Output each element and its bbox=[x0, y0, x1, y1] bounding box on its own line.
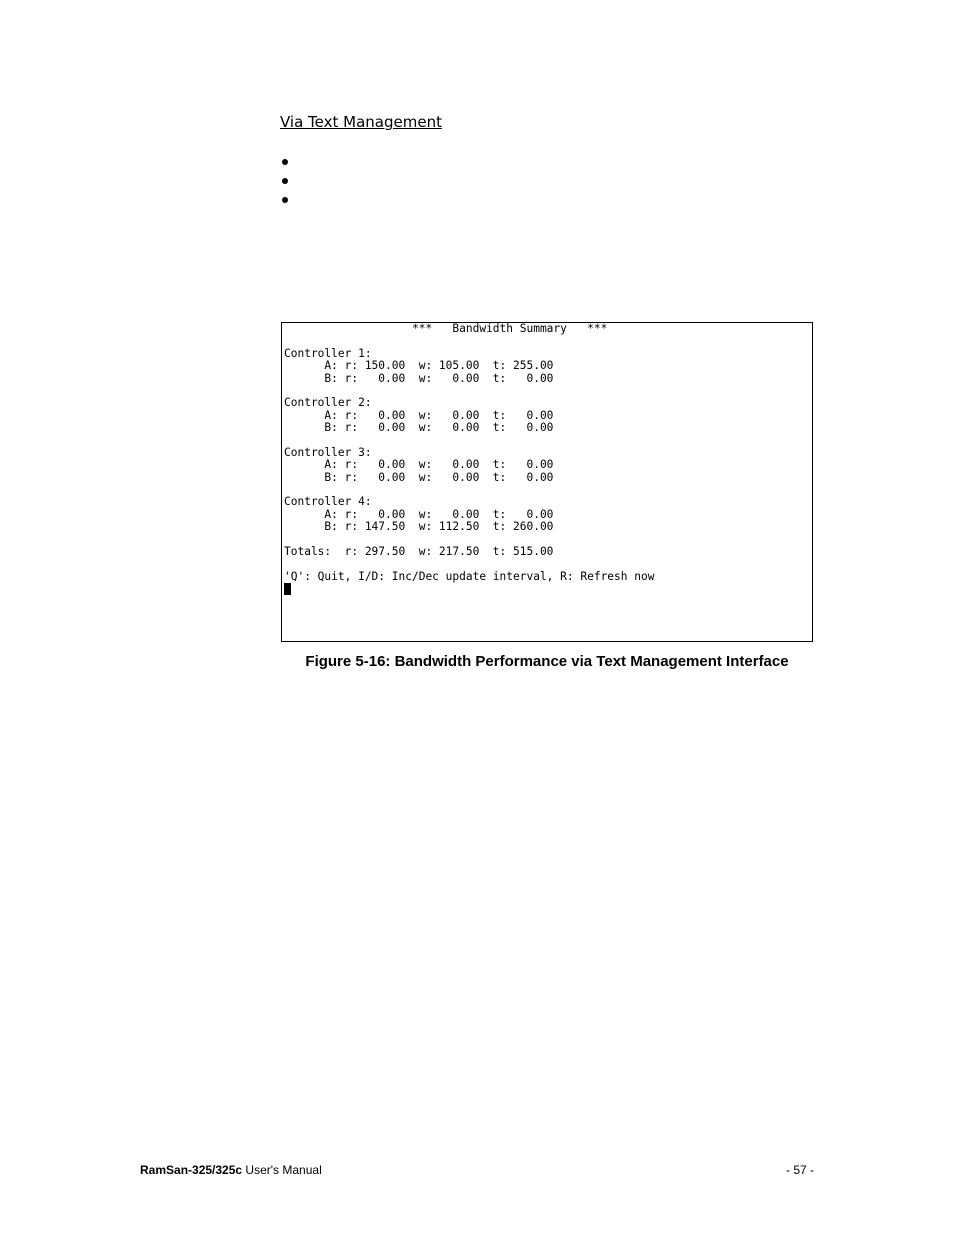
bullet-icon bbox=[282, 197, 288, 203]
footer-manual-label: User's Manual bbox=[242, 1163, 322, 1177]
terminal-line: 'Q': Quit, I/D: Inc/Dec update interval, R: Refresh now bbox=[284, 569, 655, 583]
terminal-line: Controller 4: bbox=[284, 495, 372, 509]
terminal-output bbox=[282, 323, 812, 583]
terminal-line: B: r: 0.00 w: 0.00 t: 0.00 bbox=[284, 371, 554, 385]
bullet-icon bbox=[282, 159, 288, 165]
terminal-line: Controller 2: bbox=[284, 396, 372, 410]
terminal-screenshot bbox=[281, 322, 813, 642]
terminal-line bbox=[284, 335, 812, 347]
footer-brand: RamSan-325/325c bbox=[140, 1163, 243, 1177]
footer-manual-title bbox=[140, 1163, 322, 1177]
terminal-line: *** Bandwidth Summary *** bbox=[284, 322, 608, 335]
bullet-list bbox=[280, 152, 780, 209]
terminal-line: A: r: 0.00 w: 0.00 t: 0.00 bbox=[284, 408, 554, 422]
section-heading: Via Text Management bbox=[280, 113, 442, 131]
terminal-line: B: r: 0.00 w: 0.00 t: 0.00 bbox=[284, 421, 554, 435]
page-number: - 57 - bbox=[785, 1163, 814, 1177]
cursor-icon bbox=[284, 583, 291, 595]
terminal-line: Controller 3: bbox=[284, 445, 372, 459]
bullet-item bbox=[280, 171, 780, 190]
terminal-line: B: r: 147.50 w: 112.50 t: 260.00 bbox=[284, 520, 554, 534]
terminal-cursor-line bbox=[282, 583, 812, 595]
terminal-line: A: r: 0.00 w: 0.00 t: 0.00 bbox=[284, 507, 554, 521]
terminal-line: A: r: 150.00 w: 105.00 t: 255.00 bbox=[284, 359, 554, 373]
bullet-icon bbox=[282, 178, 288, 184]
terminal-line bbox=[284, 558, 812, 570]
figure-caption: Figure 5-16: Bandwidth Performance via Text Management Interface bbox=[305, 653, 789, 670]
terminal-line: Controller 1: bbox=[284, 346, 372, 360]
bullet-item bbox=[280, 190, 780, 209]
terminal-line: Totals: r: 297.50 w: 217.50 t: 515.00 bbox=[284, 545, 554, 559]
terminal-line: B: r: 0.00 w: 0.00 t: 0.00 bbox=[284, 470, 554, 484]
terminal-line: A: r: 0.00 w: 0.00 t: 0.00 bbox=[284, 458, 554, 472]
bullet-item bbox=[280, 152, 780, 171]
